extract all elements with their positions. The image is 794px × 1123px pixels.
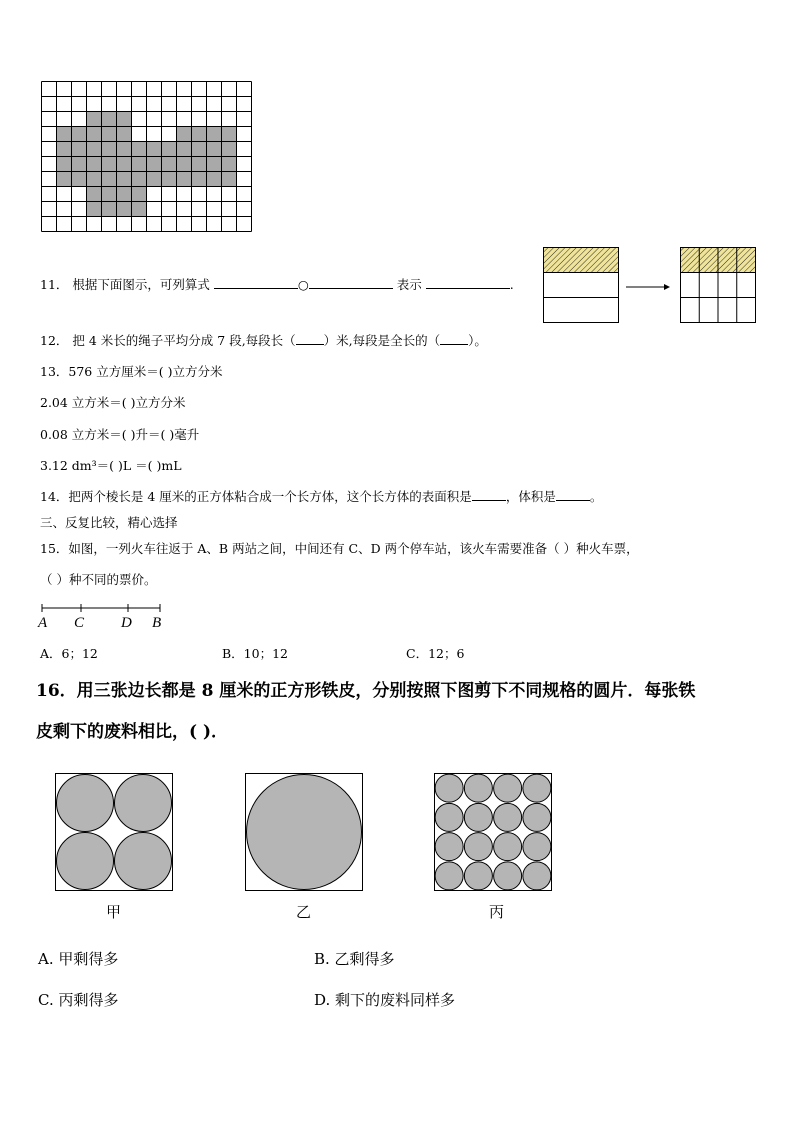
q15-option-a[interactable]: A．6；12 xyxy=(40,646,98,661)
small-circle xyxy=(464,833,492,861)
shaded-cell-block xyxy=(87,112,132,127)
shaded-grid-figure xyxy=(40,80,253,235)
small-circle xyxy=(523,862,551,890)
small-circle xyxy=(523,833,551,861)
q13-line1: 576 立方厘米＝( )立方分米 xyxy=(68,364,223,379)
q11-fraction-diagram xyxy=(540,244,760,326)
q11-blank-3[interactable] xyxy=(426,278,510,289)
q13-line-2: 2.04 立方米＝( )立方分米 xyxy=(40,395,186,410)
station-label-d: D xyxy=(121,615,132,631)
small-circle xyxy=(494,862,522,890)
q15-line-2: （ ）种不同的票价。 xyxy=(40,572,157,587)
q14-part1: 把两个棱长是 4 厘米的正方体粘合成一个长方体，这个长方体的表面积是 xyxy=(68,489,472,504)
q15-option-c[interactable]: C．12；6 xyxy=(406,646,465,661)
small-circle xyxy=(435,862,463,890)
q15-option-b[interactable]: B．10；12 xyxy=(222,646,288,661)
q13-number: 13． xyxy=(40,364,69,379)
q16-line-1: 16．用三张边长都是 8 厘米的正方形铁皮，分别按照下图剪下不同规格的圆片．每张铁 xyxy=(36,681,696,701)
q12-part3: ）。 xyxy=(468,333,487,348)
q16-option-a[interactable]: A. 甲剩得多 xyxy=(38,950,119,968)
q11-represents: 表示 xyxy=(396,277,422,292)
q11-operator-circle: ○ xyxy=(297,277,309,292)
figure-label-yi: 乙 xyxy=(296,903,312,921)
q12-part1: 把 4 米长的绳子平均分成 7 段,每段长（ xyxy=(72,333,296,348)
q14-text xyxy=(40,489,602,505)
q16-line-2: 皮剩下的废料相比，( )． xyxy=(36,722,229,742)
q11-arrow-head xyxy=(664,284,670,290)
small-circle xyxy=(494,774,522,802)
q15-station-diagram xyxy=(36,600,171,632)
q16-option-c[interactable]: C. 丙剩得多 xyxy=(38,991,119,1009)
figure-jia xyxy=(55,773,175,893)
small-circle xyxy=(464,862,492,890)
q13-line-4: 3.12 dm³＝( )L ＝( )mL xyxy=(40,458,182,473)
q11-blank-2[interactable] xyxy=(309,278,393,289)
q11-blank-1[interactable] xyxy=(214,278,298,289)
figure-bing xyxy=(434,773,554,893)
small-circle xyxy=(523,774,551,802)
small-circle xyxy=(435,774,463,802)
q14-blank-1[interactable] xyxy=(472,490,506,501)
q12-blank-1[interactable] xyxy=(296,334,324,345)
shaded-cell-block xyxy=(57,127,132,142)
small-circle xyxy=(523,803,551,831)
station-label-a: A xyxy=(38,615,48,631)
q15-line-1 xyxy=(40,541,639,557)
q13-line-3: 0.08 立方米＝( )升＝( )毫升 xyxy=(40,427,200,442)
small-circle xyxy=(435,833,463,861)
q12-number: 12． xyxy=(40,333,69,348)
q11-period: . xyxy=(509,277,514,292)
small-circle xyxy=(494,833,522,861)
small-circle xyxy=(494,803,522,831)
q14-blank-2[interactable] xyxy=(556,490,590,501)
small-circle xyxy=(435,803,463,831)
q14-part2: ，体积是 xyxy=(505,489,556,504)
small-circle xyxy=(464,803,492,831)
q11-number: 11． xyxy=(40,277,69,292)
q15-number: 15． xyxy=(40,541,69,556)
station-label-c: C xyxy=(74,615,85,631)
q14-number: 14． xyxy=(40,489,69,504)
small-circle xyxy=(464,774,492,802)
q11-text xyxy=(40,277,514,293)
q16-option-d[interactable]: D. 剩下的废料同样多 xyxy=(314,991,456,1009)
q16-option-b[interactable]: B. 乙剩得多 xyxy=(314,950,395,968)
q14-part3: 。 xyxy=(589,489,603,504)
figure-label-jia: 甲 xyxy=(106,903,122,921)
q15-line1: 如图，一列火车往返于 A、B 两站之间，中间还有 C、D 两个停车站，该火车需要准备（ ）种火车票， xyxy=(68,541,639,556)
q12-part2: ）米,每段是全长的（ xyxy=(323,333,441,348)
figure-yi xyxy=(245,773,365,893)
section-heading: 三、反复比较，精心选择 xyxy=(40,515,178,530)
q11-right-grid xyxy=(681,248,756,323)
q13-line-1 xyxy=(40,364,222,380)
q11-left-hatched-strip xyxy=(544,248,619,273)
station-label-b: B xyxy=(152,615,162,631)
q12-blank-2[interactable] xyxy=(440,334,468,345)
q11-prompt: 根据下面图示，可列算式 xyxy=(72,277,210,292)
figure-label-bing: 丙 xyxy=(489,903,505,921)
q12-text xyxy=(40,333,487,349)
